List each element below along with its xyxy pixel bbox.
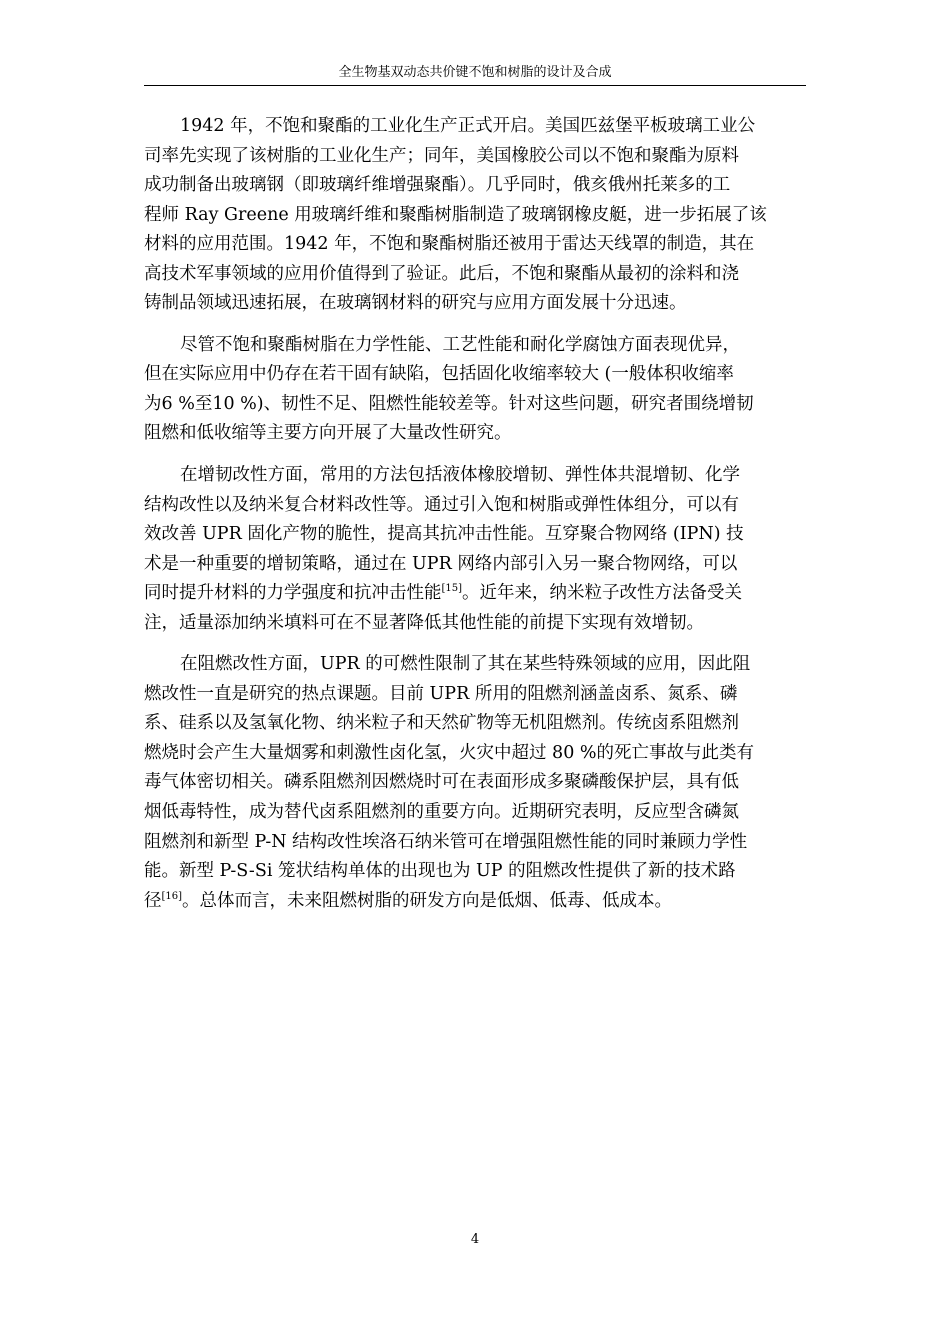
text-line: 阻燃剂和新型 P-N 结构改性埃洛石纳米管可在增强阻燃性能的同时兼顾力学性: [144, 831, 748, 852]
text-line: 结构改性以及纳米复合材料改性等。通过引入饱和树脂或弹性体组分，可以有: [144, 494, 739, 515]
text-line: 效改善 UPR 固化产物的脆性，提高其抗冲击性能。互穿聚合物网络 (IPN) 技: [144, 524, 744, 545]
text-line: 毒气体密切相关。磷系阻燃剂因燃烧时可在表面形成多聚磷酸保护层，具有低: [144, 772, 739, 793]
text-line: 在增韧改性方面，常用的方法包括液体橡胶增韧、弹性体共混增韧、化学: [180, 465, 740, 486]
text-line: 烟低毒特性，成为替代卤系阻燃剂的重要方向。近期研究表明，反应型含磷氮: [144, 802, 739, 823]
paragraph-flame-retardant: [144, 650, 806, 916]
text-line: 司率先实现了该树脂的工业化生产；同年，美国橡胶公司以不饱和聚酯为原料: [144, 145, 739, 166]
text-line: 燃改性一直是研究的热点课题。目前 UPR 所用的阻燃剂涵盖卤系、氮系、磷: [144, 683, 738, 704]
running-header: 全生物基双动态共价键不饱和树脂的设计及合成: [338, 65, 612, 80]
text-line: 燃烧时会产生大量烟雾和刺激性卤化氢，火灾中超过 80 %的死亡事故与此类有: [144, 742, 755, 763]
document-body: [144, 112, 806, 916]
text-segment: 。总体而言，未来阻燃树脂的研发方向是低烟、低毒、低成本。: [182, 890, 673, 911]
text-line-with-citation: [108, 579, 806, 609]
text-segment: 。近年来，纳米粒子改性方法备受关: [462, 583, 743, 604]
paragraph-history: [144, 112, 806, 319]
citation-15: [15]: [441, 583, 463, 595]
text-line: 阻燃和低收缩等主要方向开展了大量改性研究。: [144, 423, 512, 444]
text-line-with-citation: [108, 887, 806, 917]
text-line: 高技术军事领域的应用价值得到了验证。此后，不饱和聚酯从最初的涂料和浇: [144, 263, 739, 284]
text-line: 材料的应用范围。1942 年，不饱和聚酯树脂还被用于雷达天线罩的制造，其在: [144, 234, 755, 255]
text-line: 1942 年，不饱和聚酯的工业化生产正式开启。美国匹兹堡平板玻璃工业公: [180, 116, 756, 136]
text-line: 程师 Ray Greene 用玻璃纤维和聚酯树脂制造了玻璃钢橡皮艇，进一步拓展了该: [144, 204, 767, 225]
text-line: 尽管不饱和聚酯树脂在力学性能、工艺性能和耐化学腐蚀方面表现优异，: [180, 334, 740, 355]
header-rule: [144, 85, 806, 86]
citation-16: [16]: [161, 890, 183, 902]
paragraph-toughening: [144, 461, 806, 638]
page-number: 4: [470, 1232, 480, 1247]
text-line: 注，适量添加纳米填料可在不显著降低其他性能的前提下实现有效增韧。: [144, 612, 704, 633]
text-segment: 同时提升材料的力学强度和抗冲击性能: [144, 583, 442, 604]
paragraph-defects: [144, 331, 806, 449]
text-line: 术是一种重要的增韧策略，通过在 UPR 网络内部引入另一聚合物网络，可以: [144, 553, 738, 574]
text-line: 但在实际应用中仍存在若干固有缺陷，包括固化收缩率较大 (一般体积收缩率: [144, 364, 734, 385]
text-line: 能。新型 P-S-Si 笼状结构单体的出现也为 UP 的阻燃改性提供了新的技术路: [144, 861, 736, 882]
text-line: 在阻燃改性方面，UPR 的可燃性限制了其在某些特殊领域的应用，因此阻: [180, 654, 751, 675]
text-line: 系、硅系以及氢氧化物、纳米粒子和天然矿物等无机阻燃剂。传统卤系阻燃剂: [144, 713, 739, 734]
text-line: 为6 %至10 %)、韧性不足、阻燃性能较差等。针对这些问题，研究者围绕增韧: [144, 393, 754, 414]
text-line: 成功制备出玻璃钢（即玻璃纤维增强聚酯）。几乎同时，俄亥俄州托莱多的工: [144, 175, 731, 196]
text-segment: 径: [144, 890, 162, 911]
text-line: 铸制品领域迅速拓展，在玻璃钢材料的研究与应用方面发展十分迅速。: [144, 293, 687, 314]
